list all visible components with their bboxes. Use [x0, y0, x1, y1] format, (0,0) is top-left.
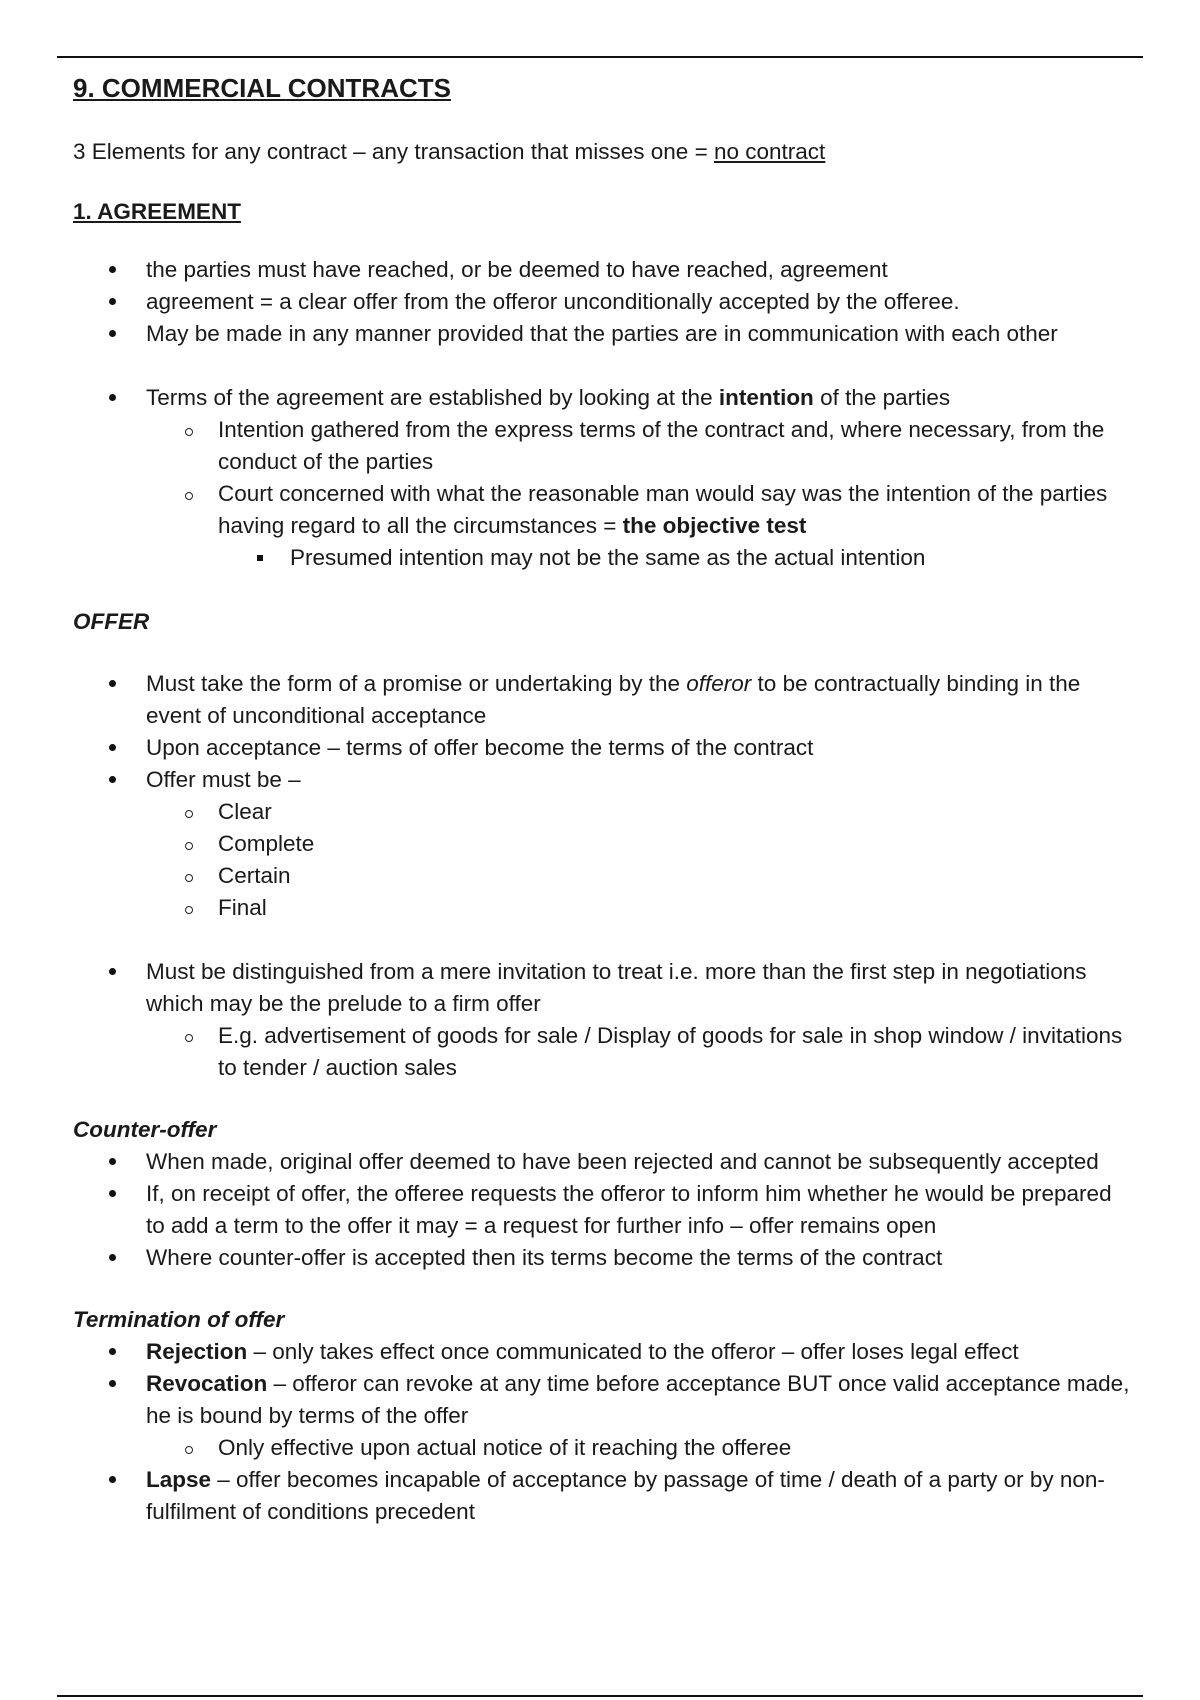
item-text: May be made in any manner provided that the parties are in communication with each other: [146, 321, 1058, 346]
bottom-rule: [57, 1695, 1143, 1697]
circle-bullet-icon: [185, 428, 193, 436]
list-item: [73, 478, 1133, 542]
counter-offer-heading: Counter-offer: [73, 1117, 217, 1142]
item-text: of the parties: [813, 385, 951, 410]
bullet-icon: [109, 298, 116, 305]
list-item: [73, 796, 1133, 828]
offer-heading: OFFER: [73, 609, 150, 634]
bullet-icon: [109, 266, 116, 273]
item-bold: the objective test: [622, 513, 807, 538]
list-item: [73, 828, 1133, 860]
list-item: [73, 860, 1133, 892]
bullet-icon: [109, 776, 116, 783]
item-text: Certain: [218, 863, 291, 888]
item-text: Clear: [218, 799, 272, 824]
intro-line: [73, 136, 1133, 168]
agreement-list: [73, 254, 1133, 350]
item-text: E.g. advertisement of goods for sale / Display of goods for sale in shop window / invitations to tender / auction sales: [218, 1023, 1123, 1080]
list-item: [73, 542, 1133, 574]
list-item: [73, 318, 1133, 350]
item-text: Presumed intention may not be the same as the actual intention: [290, 545, 926, 570]
bullet-icon: [109, 968, 116, 975]
item-text: Complete: [218, 831, 315, 856]
list-item: [73, 956, 1133, 1020]
circle-bullet-icon: [185, 906, 193, 914]
list-item: [73, 668, 1133, 732]
item-italic: offeror: [686, 671, 752, 696]
circle-bullet-icon: [185, 492, 193, 500]
item-text: agreement = a clear offer from the offeror unconditionally accepted by the offeree.: [146, 289, 960, 314]
list-item: [73, 1432, 1133, 1464]
invitation-list: [73, 956, 1133, 1084]
bullet-icon: [109, 1190, 116, 1197]
bullet-icon: [109, 1380, 116, 1387]
item-text: Offer must be –: [146, 767, 301, 792]
list-item: [73, 382, 1133, 414]
bullet-icon: [109, 744, 116, 751]
item-bold: Revocation: [146, 1371, 268, 1396]
circle-bullet-icon: [185, 1446, 193, 1454]
termination-heading: Termination of offer: [73, 1307, 285, 1332]
circle-bullet-icon: [185, 1034, 193, 1042]
offer-list: [73, 668, 1133, 924]
item-text: to be contractually binding in the event of unconditional acceptance: [146, 671, 1081, 728]
list-item: [73, 892, 1133, 924]
circle-bullet-icon: [185, 842, 193, 850]
counter-offer-list: [73, 1146, 1133, 1274]
item-text: If, on receipt of offer, the offeree requests the offeror to inform him whether he would be prepared to add a term to the offer it may = a request for further info – offer remains open: [146, 1181, 1112, 1238]
list-item: [73, 1242, 1133, 1274]
circle-bullet-icon: [185, 810, 193, 818]
list-item: [73, 1368, 1133, 1432]
item-text: – offer becomes incapable of acceptance by passage of time / death of a party or by non-fulfilment of conditions precedent: [146, 1467, 1105, 1524]
item-text: Must be distinguished from a mere invitation to treat i.e. more than the first step in negotiations which may be the prelude to a firm offer: [146, 959, 1087, 1016]
list-item: [73, 414, 1133, 478]
list-item: [73, 1146, 1133, 1178]
square-bullet-icon: [257, 555, 263, 561]
item-text: Where counter-offer is accepted then its terms become the terms of the contract: [146, 1245, 943, 1270]
item-text: – only takes effect once communicated to the offeror – offer loses legal effect: [247, 1339, 1019, 1364]
item-bold: Rejection: [146, 1339, 248, 1364]
list-item: [73, 254, 1133, 286]
list-item: [73, 1178, 1133, 1242]
bullet-icon: [109, 1476, 116, 1483]
top-rule: [57, 56, 1143, 58]
intro-text: 3 Elements for any contract – any transaction that misses one =: [73, 139, 714, 164]
bullet-icon: [109, 1254, 116, 1261]
item-text: Must take the form of a promise or undertaking by the: [146, 671, 687, 696]
bullet-icon: [109, 394, 116, 401]
intro-underlined: no contract: [713, 139, 826, 164]
list-item: [73, 1020, 1133, 1084]
item-text: Only effective upon actual notice of it reaching the offeree: [218, 1435, 792, 1460]
item-text: the parties must have reached, or be deemed to have reached, agreement: [146, 257, 888, 282]
item-text: Intention gathered from the express terms of the contract and, where necessary, from the conduct of the parties: [218, 417, 1105, 474]
item-text: Court concerned with what the reasonable man would say was the intention of the parties having regard to all the circumstances =: [218, 481, 1108, 538]
termination-list: [73, 1336, 1133, 1528]
bullet-icon: [109, 330, 116, 337]
bullet-icon: [109, 680, 116, 687]
list-item: [73, 286, 1133, 318]
item-bold: Lapse: [146, 1467, 212, 1492]
list-item: [73, 764, 1133, 796]
circle-bullet-icon: [185, 874, 193, 882]
agreement-terms-list: [73, 382, 1133, 574]
agreement-heading: 1. AGREEMENT: [73, 199, 241, 224]
page-title: 9. COMMERCIAL CONTRACTS: [73, 73, 451, 103]
item-text: Terms of the agreement are established by looking at the: [146, 385, 719, 410]
list-item: [73, 732, 1133, 764]
item-text: When made, original offer deemed to have been rejected and cannot be subsequently accepted: [146, 1149, 1099, 1174]
item-text: Upon acceptance – terms of offer become the terms of the contract: [146, 735, 814, 760]
bullet-icon: [109, 1348, 116, 1355]
item-bold: intention: [718, 385, 814, 410]
document-page: [73, 70, 1133, 1528]
list-item: [73, 1336, 1133, 1368]
item-text: Final: [218, 895, 267, 920]
bullet-icon: [109, 1158, 116, 1165]
item-text: – offeror can revoke at any time before acceptance BUT once valid acceptance made, he is bound by terms of the offer: [146, 1371, 1130, 1428]
list-item: [73, 1464, 1133, 1528]
